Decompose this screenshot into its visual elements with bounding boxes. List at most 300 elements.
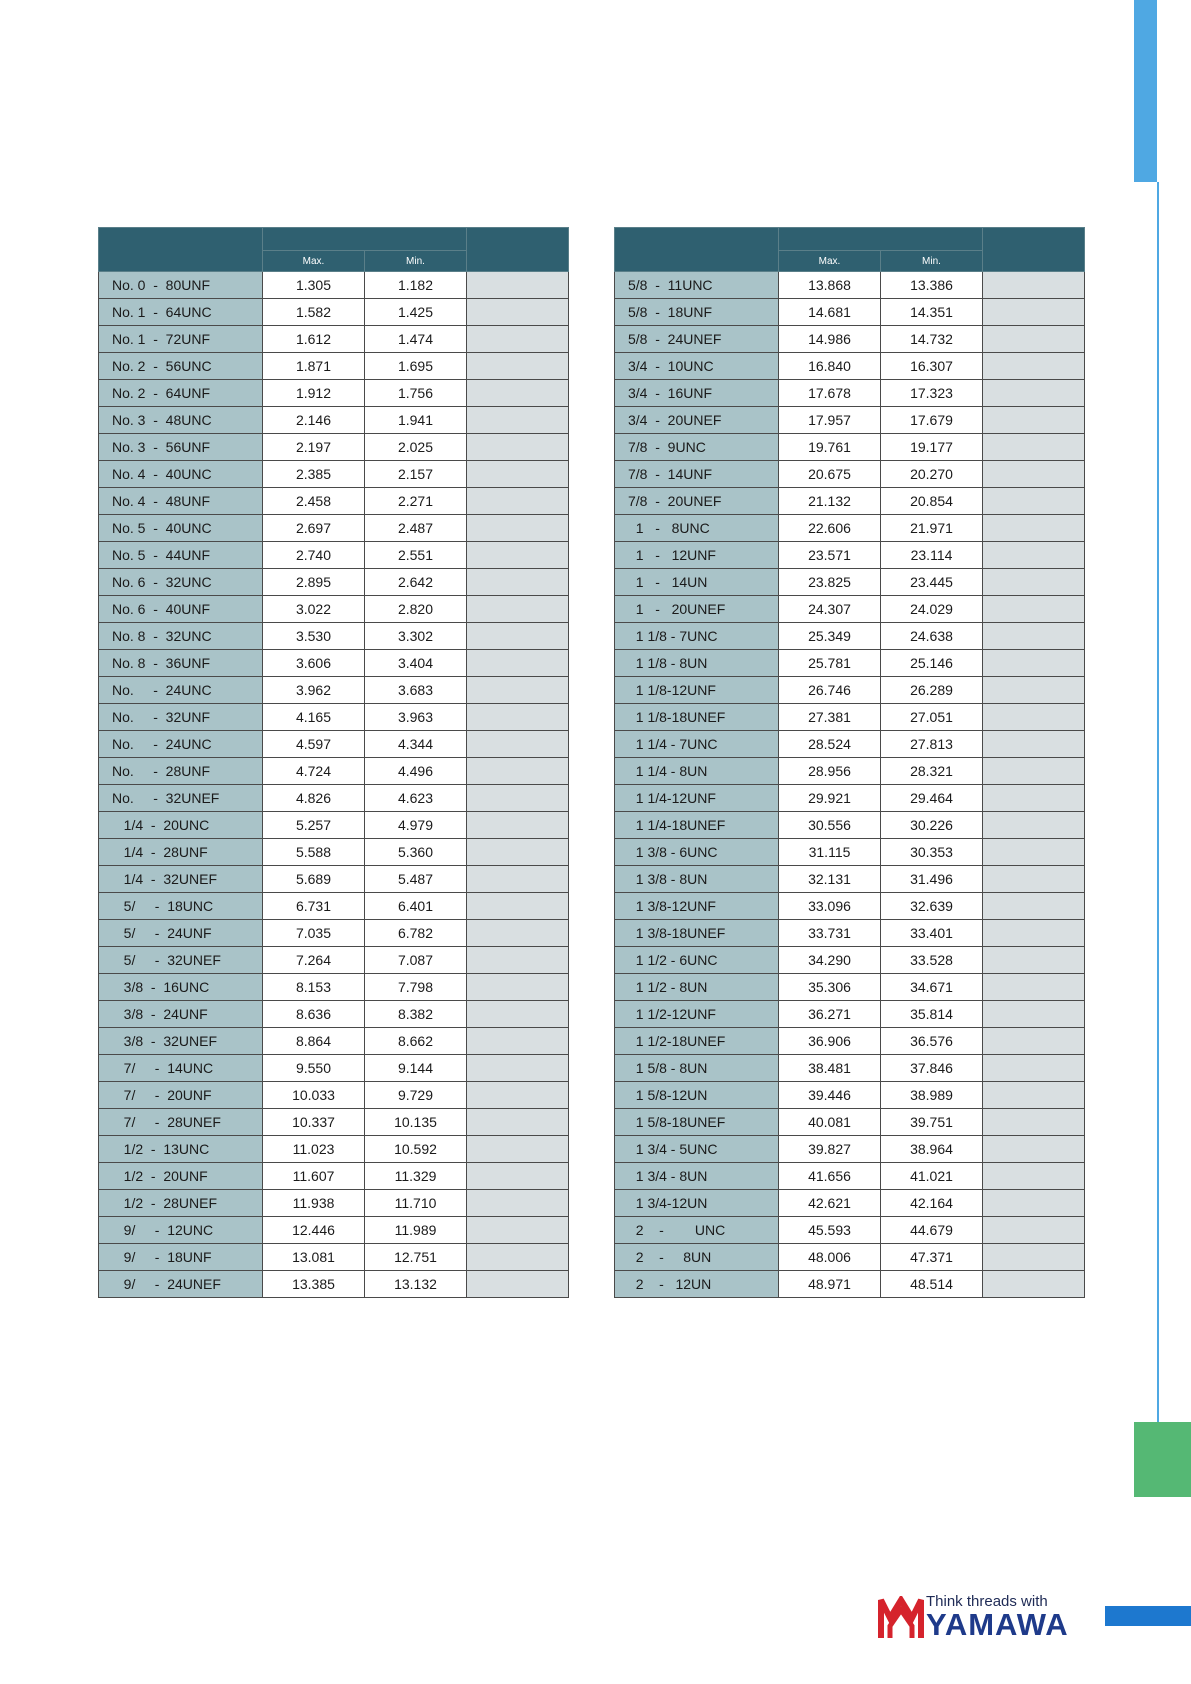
min-diameter-cell-text: 1.425 <box>397 304 434 320</box>
max-diameter-cell <box>779 407 881 434</box>
extra-cell <box>983 299 1085 326</box>
thread-size-cell-text: 3/8 - 16UNC <box>112 979 210 995</box>
thread-size-cell-text: 1 1/2-12UNF <box>628 1006 716 1022</box>
min-diameter-cell-text: 35.814 <box>910 1006 953 1022</box>
min-diameter-cell <box>881 1271 983 1298</box>
table-row <box>99 1109 569 1136</box>
min-diameter-cell <box>365 974 467 1001</box>
max-diameter-cell-text: 8.153 <box>295 979 332 995</box>
max-diameter-cell-text: 42.621 <box>808 1195 851 1211</box>
min-diameter-cell-text: 13.132 <box>394 1276 437 1292</box>
min-diameter-cell-text: 3.302 <box>397 628 434 644</box>
min-diameter-cell-text: 42.164 <box>910 1195 953 1211</box>
table-row <box>99 272 569 299</box>
table-row <box>99 326 569 353</box>
min-diameter-cell <box>881 1001 983 1028</box>
min-diameter-cell <box>881 893 983 920</box>
max-diameter-cell <box>779 353 881 380</box>
thread-size-cell-text: 7/ - 20UNF <box>112 1087 212 1103</box>
max-diameter-cell <box>779 1190 881 1217</box>
size-column-header <box>615 228 779 272</box>
max-diameter-cell <box>263 758 365 785</box>
max-diameter-cell-text: 12.446 <box>292 1222 335 1238</box>
max-diameter-cell-text: 20.675 <box>808 466 851 482</box>
max-diameter-cell-text: 1.582 <box>295 304 332 320</box>
max-diameter-cell-text: 3.606 <box>295 655 332 671</box>
min-diameter-cell-text: 2.642 <box>397 574 434 590</box>
table-row <box>615 785 1085 812</box>
thread-size-cell-text: 1/2 - 20UNF <box>112 1168 208 1184</box>
min-diameter-cell <box>365 1136 467 1163</box>
extra-cell <box>983 1055 1085 1082</box>
max-diameter-cell <box>779 596 881 623</box>
thread-size-cell <box>615 758 779 785</box>
min-diameter-cell-text: 3.683 <box>397 682 434 698</box>
table-row <box>99 1244 569 1271</box>
thread-size-cell <box>615 974 779 1001</box>
min-diameter-cell <box>881 515 983 542</box>
min-diameter-cell <box>365 380 467 407</box>
min-diameter-cell-text: 32.639 <box>910 898 953 914</box>
thread-size-cell <box>615 1028 779 1055</box>
max-diameter-cell <box>779 974 881 1001</box>
thread-size-cell <box>615 947 779 974</box>
max-diameter-cell <box>779 569 881 596</box>
extra-cell <box>983 1217 1085 1244</box>
extra-cell <box>467 515 569 542</box>
max-diameter-cell-text: 5.689 <box>295 871 332 887</box>
thread-size-cell <box>99 785 263 812</box>
min-diameter-cell <box>365 515 467 542</box>
table-row <box>615 866 1085 893</box>
table-row <box>99 623 569 650</box>
max-diameter-cell <box>779 1271 881 1298</box>
thread-size-cell-text: 1 - 12UNF <box>628 547 716 563</box>
min-diameter-cell-text: 30.353 <box>910 844 953 860</box>
extra-cell <box>467 731 569 758</box>
extra-cell <box>467 947 569 974</box>
max-diameter-cell <box>779 785 881 812</box>
min-diameter-cell <box>881 704 983 731</box>
max-diameter-cell <box>779 434 881 461</box>
thread-size-cell <box>615 1001 779 1028</box>
min-diameter-cell-text: 21.971 <box>910 520 953 536</box>
max-diameter-cell <box>779 623 881 650</box>
extra-cell <box>983 1136 1085 1163</box>
min-diameter-cell-text: 2.025 <box>397 439 434 455</box>
thread-size-cell <box>615 920 779 947</box>
thread-size-cell <box>99 947 263 974</box>
max-diameter-cell <box>779 326 881 353</box>
max-diameter-cell <box>779 704 881 731</box>
min-diameter-cell-text: 16.307 <box>910 358 953 374</box>
table-row <box>99 434 569 461</box>
table-body <box>615 272 1085 1298</box>
extra-cell <box>467 434 569 461</box>
max-diameter-cell <box>263 1028 365 1055</box>
min-diameter-cell <box>365 1190 467 1217</box>
extra-cell <box>983 1082 1085 1109</box>
max-diameter-cell-text: 25.781 <box>808 655 851 671</box>
max-diameter-cell-text: 1.871 <box>295 358 332 374</box>
thread-size-cell <box>99 1190 263 1217</box>
table-row <box>99 1163 569 1190</box>
side-tab-green <box>1134 1422 1191 1497</box>
table-row <box>615 461 1085 488</box>
table-row <box>615 299 1085 326</box>
min-diameter-cell <box>365 461 467 488</box>
thread-size-cell <box>615 704 779 731</box>
min-diameter-cell <box>365 488 467 515</box>
thread-size-cell-text: 1 3/4 - 5UNC <box>628 1141 718 1157</box>
max-diameter-cell <box>263 1244 365 1271</box>
thread-size-cell-text: No. 4 - 40UNC <box>112 466 212 482</box>
min-diameter-cell <box>365 731 467 758</box>
min-diameter-cell-text: 36.576 <box>910 1033 953 1049</box>
max-diameter-cell-text: 4.724 <box>295 763 332 779</box>
thread-size-cell-text: No. - 32UNF <box>112 709 211 725</box>
thread-size-cell <box>615 515 779 542</box>
extra-cell <box>467 488 569 515</box>
min-diameter-cell-text: 41.021 <box>910 1168 953 1184</box>
thread-size-cell-text: 2 - 8UN <box>628 1249 712 1265</box>
thread-size-cell-text: 3/8 - 24UNF <box>112 1006 208 1022</box>
thread-size-cell <box>99 677 263 704</box>
table-header-row <box>99 228 569 251</box>
table-row <box>615 731 1085 758</box>
thread-size-cell <box>615 488 779 515</box>
table-row <box>99 1190 569 1217</box>
max-diameter-cell-text: 3.022 <box>295 601 332 617</box>
max-diameter-cell-text: 40.081 <box>808 1114 851 1130</box>
min-diameter-cell-text: 1.182 <box>397 277 434 293</box>
max-diameter-cell-text: 35.306 <box>808 979 851 995</box>
min-diameter-cell <box>881 1163 983 1190</box>
min-diameter-cell <box>881 785 983 812</box>
min-diameter-cell <box>881 1109 983 1136</box>
min-diameter-cell <box>365 1082 467 1109</box>
min-diameter-cell-text: 17.679 <box>910 412 953 428</box>
min-diameter-cell <box>881 650 983 677</box>
min-diameter-cell <box>365 812 467 839</box>
max-diameter-cell-text: 26.746 <box>808 682 851 698</box>
table-row <box>99 785 569 812</box>
extra-cell <box>467 1028 569 1055</box>
min-diameter-cell-text: 1.941 <box>397 412 434 428</box>
thread-size-cell-text: 7/8 - 20UNEF <box>628 493 722 509</box>
max-diameter-cell <box>263 542 365 569</box>
max-diameter-cell <box>263 866 365 893</box>
thread-size-cell-text: 9/ - 18UNF <box>112 1249 212 1265</box>
max-diameter-cell <box>263 1109 365 1136</box>
min-diameter-cell-text: 37.846 <box>910 1060 953 1076</box>
min-diameter-cell <box>365 353 467 380</box>
max-diameter-cell-text: 3.530 <box>295 628 332 644</box>
max-diameter-cell-text: 2.895 <box>295 574 332 590</box>
thread-size-cell-text: 3/8 - 32UNEF <box>112 1033 218 1049</box>
max-diameter-cell-text: 23.825 <box>808 574 851 590</box>
thread-size-cell-text: 9/ - 12UNC <box>112 1222 214 1238</box>
min-diameter-cell-text: 30.226 <box>910 817 953 833</box>
min-diameter-cell-text: 8.662 <box>397 1033 434 1049</box>
table-row <box>99 704 569 731</box>
min-diameter-cell <box>881 920 983 947</box>
max-diameter-cell <box>779 1109 881 1136</box>
thread-size-cell-text: 5/ - 18UNC <box>112 898 214 914</box>
extra-cell <box>467 1082 569 1109</box>
max-diameter-cell <box>779 1001 881 1028</box>
table-row <box>615 488 1085 515</box>
min-diameter-cell <box>881 596 983 623</box>
thread-size-cell <box>99 623 263 650</box>
thread-size-cell <box>99 758 263 785</box>
table-row <box>99 461 569 488</box>
extra-cell <box>983 704 1085 731</box>
max-diameter-cell <box>779 461 881 488</box>
max-diameter-cell-text: 41.656 <box>808 1168 851 1184</box>
table-row <box>615 596 1085 623</box>
thread-size-cell-text: 1 1/8 - 8UN <box>628 655 708 671</box>
extra-cell <box>983 326 1085 353</box>
table-row <box>615 326 1085 353</box>
extra-cell <box>467 326 569 353</box>
thread-size-cell <box>615 866 779 893</box>
min-diameter-cell-text: 6.401 <box>397 898 434 914</box>
extra-cell <box>467 623 569 650</box>
table-row <box>615 542 1085 569</box>
extra-cell <box>467 407 569 434</box>
min-diameter-cell-text: 8.382 <box>397 1006 434 1022</box>
max-diameter-cell-text: 17.957 <box>808 412 851 428</box>
max-diameter-cell <box>779 1055 881 1082</box>
min-diameter-cell <box>881 1055 983 1082</box>
max-diameter-cell <box>779 542 881 569</box>
thread-size-cell-text: No. - 32UNEF <box>112 790 220 806</box>
thread-size-cell-text: 1 - 8UNC <box>628 520 710 536</box>
thread-size-cell-text: No. 4 - 48UNF <box>112 493 211 509</box>
thread-size-cell <box>615 1109 779 1136</box>
thread-size-cell-text: No. 2 - 64UNF <box>112 385 211 401</box>
max-diameter-cell <box>779 866 881 893</box>
min-diameter-cell <box>881 272 983 299</box>
min-diameter-cell <box>365 596 467 623</box>
max-column-header: Max. <box>263 251 365 272</box>
max-diameter-cell <box>263 1055 365 1082</box>
max-diameter-cell-text: 30.556 <box>808 817 851 833</box>
min-diameter-cell-text: 38.989 <box>910 1087 953 1103</box>
max-diameter-cell <box>779 812 881 839</box>
thread-size-cell-text: 1 1/4 - 8UN <box>628 763 708 779</box>
table-row <box>615 623 1085 650</box>
min-column-header: Min. <box>365 251 467 272</box>
max-diameter-cell <box>263 569 365 596</box>
extra-cell <box>983 1001 1085 1028</box>
table-row <box>615 893 1085 920</box>
min-diameter-cell-text: 2.487 <box>397 520 434 536</box>
max-diameter-cell <box>263 677 365 704</box>
max-diameter-cell-text: 29.921 <box>808 790 851 806</box>
max-diameter-cell <box>263 947 365 974</box>
max-diameter-cell-text: 33.731 <box>808 925 851 941</box>
min-diameter-cell <box>365 434 467 461</box>
thread-size-cell <box>615 380 779 407</box>
max-diameter-cell-text: 1.612 <box>295 331 332 347</box>
thread-size-cell <box>615 1217 779 1244</box>
max-diameter-cell <box>779 947 881 974</box>
min-diameter-cell-text: 1.695 <box>397 358 434 374</box>
max-diameter-cell-text: 2.697 <box>295 520 332 536</box>
min-diameter-cell <box>365 866 467 893</box>
min-diameter-cell-text: 23.445 <box>910 574 953 590</box>
min-diameter-cell-text: 14.351 <box>910 304 953 320</box>
thread-size-cell-text: No. 2 - 56UNC <box>112 358 212 374</box>
extra-cell <box>467 812 569 839</box>
extra-cell <box>983 677 1085 704</box>
thread-size-cell <box>99 893 263 920</box>
max-diameter-cell-text: 36.906 <box>808 1033 851 1049</box>
thread-size-cell <box>99 488 263 515</box>
min-column-header: Min. <box>881 251 983 272</box>
max-diameter-cell-text: 14.986 <box>808 331 851 347</box>
thread-size-cell <box>615 272 779 299</box>
thread-size-cell <box>99 1136 263 1163</box>
thread-size-cell <box>615 677 779 704</box>
thread-size-cell-text: 1 1/2-18UNEF <box>628 1033 726 1049</box>
table-row <box>615 920 1085 947</box>
diameter-column-header <box>779 228 983 251</box>
min-diameter-cell-text: 11.710 <box>394 1195 437 1211</box>
thread-size-cell <box>99 974 263 1001</box>
min-diameter-cell <box>881 812 983 839</box>
extra-cell <box>467 1109 569 1136</box>
min-diameter-cell <box>365 326 467 353</box>
max-diameter-cell-text: 39.827 <box>808 1141 851 1157</box>
max-diameter-cell <box>263 461 365 488</box>
table-row <box>615 353 1085 380</box>
extra-cell <box>983 569 1085 596</box>
max-diameter-cell-text: 5.257 <box>295 817 332 833</box>
table-row <box>615 1055 1085 1082</box>
footer-tab-blue <box>1105 1606 1191 1626</box>
max-diameter-cell-text: 4.165 <box>295 709 332 725</box>
table-row <box>615 1028 1085 1055</box>
thread-size-cell-text: 3/4 - 20UNEF <box>628 412 722 428</box>
thread-size-cell <box>615 407 779 434</box>
max-diameter-cell-text: 23.571 <box>808 547 851 563</box>
thread-size-cell <box>99 1082 263 1109</box>
thread-size-cell-text: 7/ - 14UNC <box>112 1060 214 1076</box>
min-diameter-cell-text: 34.671 <box>910 979 953 995</box>
thread-table-right <box>614 227 1085 1298</box>
table-row <box>99 1055 569 1082</box>
max-diameter-cell <box>263 272 365 299</box>
thread-size-cell-text: 1 5/8 - 8UN <box>628 1060 708 1076</box>
extra-cell <box>983 758 1085 785</box>
min-diameter-cell-text: 6.782 <box>397 925 434 941</box>
min-diameter-cell-text: 23.114 <box>910 547 953 563</box>
max-diameter-cell-text: 11.023 <box>292 1141 335 1157</box>
thread-size-cell-text: 1 1/2 - 8UN <box>628 979 708 995</box>
min-diameter-cell-text: 11.989 <box>394 1222 437 1238</box>
thread-size-cell-text: 1 - 14UN <box>628 574 708 590</box>
min-diameter-cell <box>365 704 467 731</box>
thread-size-cell-text: 9/ - 24UNEF <box>112 1276 221 1292</box>
thread-size-cell-text: 2 - 12UN <box>628 1276 712 1292</box>
min-diameter-cell <box>881 623 983 650</box>
table-row <box>99 812 569 839</box>
min-diameter-cell-text: 11.329 <box>394 1168 437 1184</box>
max-diameter-cell <box>263 650 365 677</box>
extra-cell <box>467 974 569 1001</box>
min-diameter-cell <box>365 1244 467 1271</box>
table-row <box>99 920 569 947</box>
thread-size-cell-text: 1 1/8-12UNF <box>628 682 716 698</box>
min-diameter-cell-text: 9.144 <box>397 1060 434 1076</box>
max-diameter-cell-text: 11.938 <box>292 1195 335 1211</box>
extra-cell <box>467 542 569 569</box>
table-row <box>99 407 569 434</box>
table-row <box>99 839 569 866</box>
min-diameter-cell-text: 26.289 <box>910 682 953 698</box>
max-diameter-cell <box>263 1001 365 1028</box>
max-diameter-cell <box>263 1190 365 1217</box>
thread-size-cell <box>99 1109 263 1136</box>
thread-size-cell <box>615 596 779 623</box>
table-header-row <box>615 228 1085 251</box>
extra-cell <box>983 596 1085 623</box>
max-diameter-cell <box>779 731 881 758</box>
thread-size-cell-text: No. 0 - 80UNF <box>112 277 211 293</box>
logo-brand: YAMAWA <box>926 1607 1069 1642</box>
thread-size-cell <box>615 299 779 326</box>
thread-size-cell-text: 1 3/8-12UNF <box>628 898 716 914</box>
side-tab-blue <box>1134 0 1157 182</box>
table-row <box>615 1136 1085 1163</box>
table-row <box>99 1082 569 1109</box>
thread-size-cell-text: 5/ - 24UNF <box>112 925 212 941</box>
thread-size-cell-text: No. 1 - 72UNF <box>112 331 211 347</box>
extra-cell <box>983 920 1085 947</box>
min-diameter-cell-text: 10.135 <box>394 1114 437 1130</box>
max-diameter-cell-text: 11.607 <box>292 1168 335 1184</box>
max-diameter-cell-text: 4.826 <box>295 790 332 806</box>
max-diameter-cell-text: 6.731 <box>295 898 332 914</box>
max-diameter-cell <box>263 920 365 947</box>
min-diameter-cell-text: 25.146 <box>910 655 953 671</box>
extra-cell <box>467 677 569 704</box>
max-diameter-cell <box>263 1082 365 1109</box>
thread-size-cell-text: 1 1/8 - 7UNC <box>628 628 718 644</box>
max-diameter-cell <box>263 1271 365 1298</box>
min-diameter-cell-text: 13.386 <box>910 277 953 293</box>
extra-cell <box>467 596 569 623</box>
table-row <box>615 1217 1085 1244</box>
thread-size-cell <box>615 731 779 758</box>
extra-cell <box>467 839 569 866</box>
max-diameter-cell <box>779 893 881 920</box>
min-diameter-cell-text: 33.528 <box>910 952 953 968</box>
yamawa-logo <box>878 1593 1078 1641</box>
max-diameter-cell <box>263 353 365 380</box>
min-diameter-cell <box>881 299 983 326</box>
min-diameter-cell-text: 2.157 <box>397 466 434 482</box>
thread-size-cell-text: 1/2 - 28UNEF <box>112 1195 218 1211</box>
min-diameter-cell <box>365 1163 467 1190</box>
extra-cell <box>467 299 569 326</box>
thread-size-cell <box>99 461 263 488</box>
table-row <box>615 569 1085 596</box>
table-row <box>99 1271 569 1298</box>
